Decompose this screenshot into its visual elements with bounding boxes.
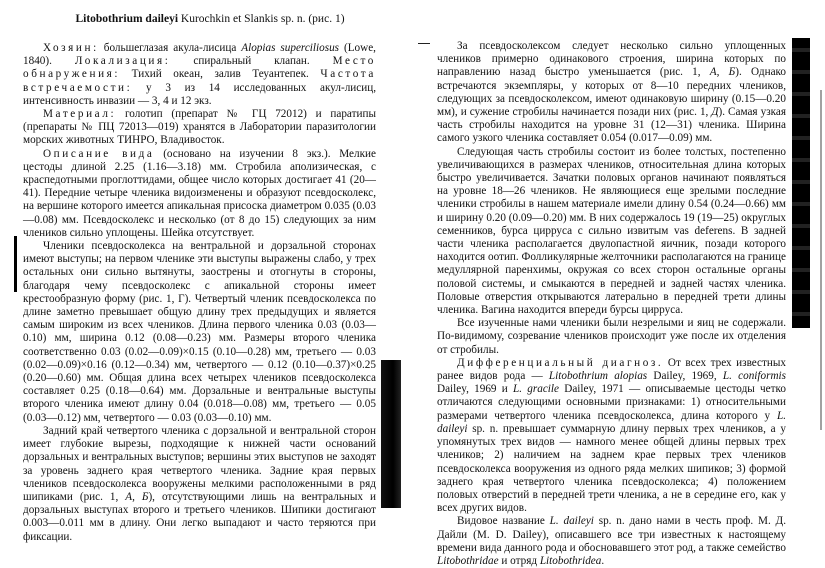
text: Задний край четвертого членика с дорзальной и вентральной сторон имеет глубокие вырезы, подходящие к нижней части оснований дорзальных и вентральных выступов; вершины этих выступов не заходят за уровень заднего края четвертого членика. Задние края первых члеников псевдосколекса вооружены мелкими расположенными в ряд шипиками (рис. 1,: [23, 424, 376, 503]
label-locality: Место обнаружения:: [23, 55, 376, 81]
material-paragraph: [23, 108, 376, 148]
scan-mark: [14, 236, 17, 292]
strobila-paragraph: [437, 40, 786, 146]
description-paragraph: [23, 148, 376, 240]
text: спиральный клапан.: [170, 55, 333, 68]
figure-ref: А, Б: [709, 66, 736, 79]
figure-ref: А, Б: [125, 490, 149, 503]
text: у 3 из 14 исследованных акул-лисиц, интенсивность инвазии — 3, 4 и 12 экз.: [23, 81, 376, 107]
host-species: Alopias superciliosus: [241, 42, 340, 54]
family-name: Litobothridae: [437, 554, 499, 567]
text: ), отсутствующими лишь на вентральных и дорзальных выступах второго и третьего члеников. Шипики достигают 0.003—0.011 мм в длину. Они легко выпадают и часто теряются при фиксации.: [23, 490, 376, 543]
diagnosis-paragraph: [437, 357, 786, 515]
text: .: [601, 554, 605, 567]
right-column: [437, 40, 786, 568]
host-paragraph: [23, 42, 376, 108]
label-description: Описание вида: [43, 147, 155, 160]
heading-authors: Kurochkin et Slankis sp. n. (рис. 1): [180, 13, 345, 25]
text: большеглазая акула-лисица: [98, 42, 242, 54]
species-name: Litobothrium daileyi: [75, 13, 179, 25]
species-name: Litobothrium alopias: [548, 370, 648, 383]
text: Тихий океан, залив Теуантепек.: [120, 68, 321, 81]
text: ). Однако встречаются экземпляры, у которых от 8—10 передних члеников, следующих за псевдосколексом, имеют одинаковую ширину (0.15—0.20 мм), и сужение стробилы начинается позади них (рис. 1,: [437, 66, 787, 119]
posterior-edge-paragraph: [23, 425, 376, 544]
species-name: L. coniformis: [722, 370, 786, 383]
page-edge: [820, 90, 822, 430]
order-name: Litobothridea: [539, 554, 602, 567]
label-diagnosis: Дифференциальный диагноз.: [457, 356, 664, 369]
text: голотип (препарат № ГЦ 72012) и паратипы (препараты № ПЦ 72013—019) хранятся в Лаборатории паразитологии морских животных ТИНРО, Владивосток.: [23, 108, 376, 147]
scan-shadow-left: [381, 360, 401, 508]
scan-shadow-right: [792, 38, 810, 328]
text: За псевдосколексом следует несколько сильно уплощенных члеников примерно одинакового строения, ширина которых по направлению назад быстро уменьшается (рис. 1,: [437, 40, 786, 79]
etymology-paragraph: [437, 515, 786, 568]
text: Членики псевдосколекса на вентральной и дорзальной сторонах имеют выступы; на первом членике эти выступы выражены слабо, у трех остальных они сильно вытянуты, заострены и отогнуты в стороны, благодаря чему псевдосколекс с апикальной стороны имеет крестообразную форму (рис. 1, Г). Четвертый членик псевдосколекса по длине заметно превышает общую длину трех предыдущих и является самым широким из всех члеников. Длина первого членика 0.03 (0.03—0.10) мм, ширина 0.12 (0.08—0.23) мм. Размеры второго членика соответственно 0.03 (0.02—0.09)×0.15 (0.10—0.28) мм, третьего — 0.03 (0.02—0.09)×0.16 (0.12—0.34) мм, четвертого — 0.12 (0.10—0.37)×0.25 (0.20—0.60) мм. Общая длина всех четырех члеников псевдосколекса составляет 0.25 (0.18—0.64) мм. Дорзальные и вентральные выступы второго членика имеют длину 0.04 (0.018—0.08) мм, третьего — 0.05 (0.03—0.12) мм, четвертого — 0.03 (0.03—0.10) мм.: [23, 240, 376, 424]
margin-mark: [418, 43, 430, 44]
text: Dailey, 1971 — описываемые цестоды четко отличаются следующими основными признаками: 1) относительными размерами четвертого членика псевдосколекса, длина которого у: [437, 383, 786, 422]
species-name: L. daileyi: [549, 515, 594, 528]
text: Следующая часть стробилы состоит из более толстых, постепенно увеличивающихся в размерах члеников, относительная длина которых быстро увеличивается. Зачатки половых органов начинают появляться на уровне 18—26 члеников. Не являющиеся еще зрелыми последние членики стробилы в нашем материале имели длину 0.54 (0.24—0.66) мм и ширину 0.20 (0.09—0.20) мм. В них содержалось 19 (19—25) округлых семенников, бурса цирруса с сильно извитым vas deferens. В задней части членика располагается двулопастной яичник, позади которого находится оотип. Фолликулярные желточники располагаются на границе медуллярной паренхимы, окружая со всех сторон остальные органы половой системы, и смыкаются в передней и задней частях членика. Половые отверстия открываются латерально в передней трети длины членика. Вагина находится впереди бурсы цирруса.: [437, 145, 786, 317]
left-column: [23, 42, 376, 544]
article-heading: [20, 12, 400, 26]
text: sp. n. превышает суммарную длину первых трех члеников, а у упомянутых трех видов — намного менее общей длины первых трех члеников; 2) наличием на заднем крае первых трех члеников псевдосколекса вооружения из одного ряда мелких шипиков; 3) формой заднего края четвертого членика псевдосколекса; 4) положением половых отверстий в передней трети членика, а не в середине его, как у всех других видов.: [437, 422, 786, 515]
reproductive-paragraph: [437, 146, 786, 318]
text: sp. n. дано нами в честь проф. М. Д. Дайли (M. D. Dailey), описавшего все три известных к настоящему времени вида данного рода и обосновавшего этот род, а также семейство: [437, 515, 786, 554]
text: Все изученные нами членики были незрелыми и яиц не содержали. По-видимому, созревание члеников происходит уже после их отделения от стробилы.: [437, 317, 786, 356]
label-host: Хозяин:: [43, 42, 99, 54]
pseudoscolex-paragraph: [23, 240, 376, 425]
species-name: L. gracile: [513, 383, 559, 396]
figure-ref: Д: [711, 106, 719, 119]
label-material: Материал:: [43, 108, 117, 121]
text: ). Самая узкая часть стробилы находится на уровне 31 (12—31) членика. Ширина самого узкого членика составляет 0.054 (0.017—0.09) мм.: [437, 106, 786, 145]
text: и отряд: [498, 554, 540, 567]
text: (Lowe, 1840).: [23, 42, 376, 68]
text: От всех трех известных ранее видов рода —: [437, 356, 786, 383]
text: Видовое название: [457, 515, 550, 528]
text: Dailey, 1969 и: [437, 383, 514, 396]
label-localization: Локализация:: [74, 55, 171, 68]
maturity-paragraph: [437, 317, 786, 357]
species-name: L. daileyi: [437, 409, 786, 435]
text: Dailey, 1969,: [647, 370, 723, 383]
text: (основано на изучении 8 экз.). Мелкие цестоды длиной 2.25 (1.16—3.18) мм. Стробила аполизическая, с краспедотными проглоттидами, общее число которых достигает 41 (20—41). Передние четыре членика видоизменены и образуют псевдосколекс, на вершине которого имеется апикальная присоска диаметром 0.035 (0.03—0.08) мм. Псевдосколекс и несколько (от 8 до 15) следующих за ним члеников сильно уплощены. Шейка отсутствует.: [23, 147, 376, 239]
label-frequency: Частота встречаемости:: [23, 68, 376, 94]
